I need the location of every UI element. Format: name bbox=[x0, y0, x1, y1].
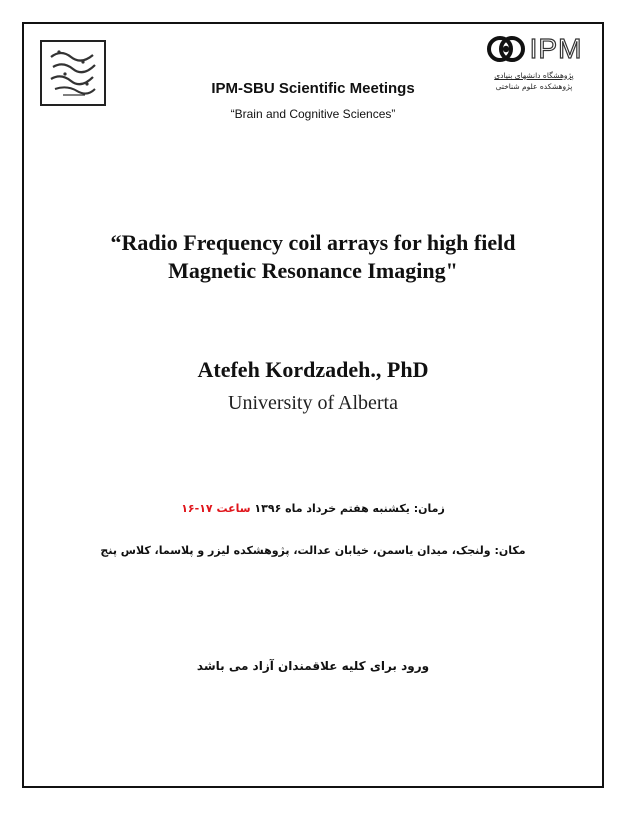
ipm-school-name: پژوهشکده علوم شناختی bbox=[495, 82, 573, 91]
meeting-series-subtitle: “Brain and Cognitive Sciences” bbox=[230, 107, 396, 121]
event-location: مکان: ولنجک، میدان یاسمن، خیابان عدالت، پژوهشکده لیزر و پلاسما، کلاس پنج bbox=[100, 544, 526, 557]
ipm-wordmark: IPM bbox=[529, 33, 583, 64]
speaker-affiliation: University of Alberta bbox=[228, 392, 398, 414]
event-date: زمان: یکشنبه هفتم خرداد ماه ۱۳۹۶ bbox=[254, 502, 445, 515]
talk-title bbox=[44, 229, 582, 285]
event-time bbox=[24, 502, 602, 515]
speaker-name: Atefeh Kordzadeh., PhD bbox=[197, 357, 429, 382]
ipm-institute-name: پژوهشگاه دانشهای بنیادی bbox=[494, 71, 574, 80]
entry-note: ورود برای کلیه علاقمندان آزاد می باشد bbox=[196, 659, 430, 673]
ipm-emblem-icon bbox=[486, 35, 526, 63]
talk-title-line-1: “Radio Frequency coil arrays for high field bbox=[110, 230, 516, 255]
meeting-series-title: IPM-SBU Scientific Meetings bbox=[211, 80, 415, 97]
talk-title-line-2: Magnetic Resonance Imaging" bbox=[168, 258, 458, 283]
poster-page bbox=[22, 22, 604, 788]
event-hours: ساعت ۱۷-۱۶ bbox=[181, 502, 251, 515]
